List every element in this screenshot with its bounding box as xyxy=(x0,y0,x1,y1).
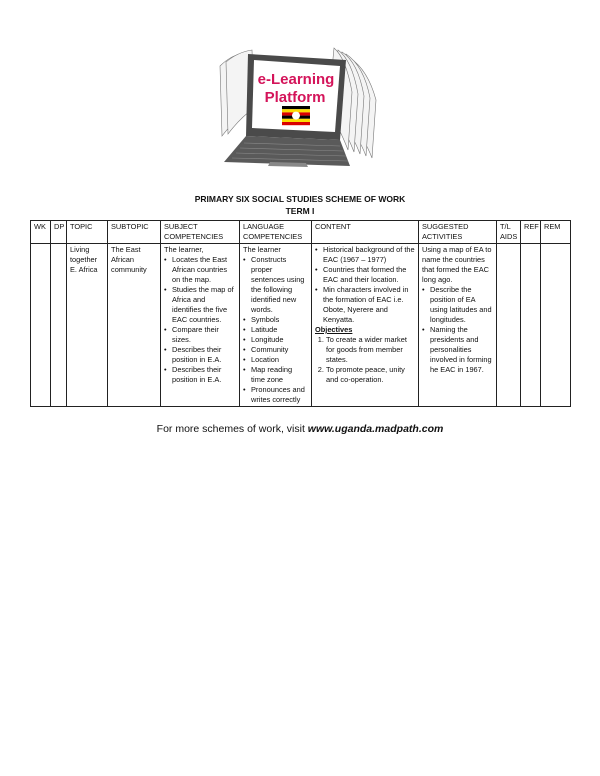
footer-note xyxy=(0,423,600,435)
activities-intro: Using a map of EA to name the countries that formed the EAC long ago. xyxy=(422,245,492,284)
cell-wk xyxy=(31,244,51,407)
header-dp: DP xyxy=(51,221,67,244)
cell-dp xyxy=(51,244,67,407)
header-language-competencies: LANGUAGE COMPETENCIES xyxy=(240,221,312,244)
list-item: • Map reading time zone xyxy=(251,365,308,385)
cell-subject-competencies xyxy=(161,244,240,407)
list-item: • Symbols xyxy=(251,315,308,325)
list-item: • Longitude xyxy=(251,335,308,345)
logo-line1: e-Learning xyxy=(257,71,335,88)
header-subtopic: SUBTOPIC xyxy=(108,221,161,244)
content-list xyxy=(315,245,415,325)
footer-link[interactable]: www.uganda.madpath.com xyxy=(307,423,444,435)
subject-list xyxy=(164,255,236,385)
cell-topic: Living together E. Africa xyxy=(67,244,108,407)
list-item: • Describes their position in E.A. xyxy=(172,365,236,385)
document-title: PRIMARY SIX SOCIAL STUDIES SCHEME OF WORK xyxy=(194,194,406,204)
cell-rem xyxy=(541,244,571,407)
list-item: • Locates the East African countries on the map. xyxy=(172,255,236,285)
list-item: • Countries that formed the EAC and their location. xyxy=(323,265,415,285)
cell-tl-aids xyxy=(497,244,521,407)
objectives-heading: Objectives xyxy=(315,325,353,334)
language-list xyxy=(243,255,308,405)
list-item: • Constructs proper sentences using the following identified new words. xyxy=(251,255,308,315)
list-item: • Naming the presidents and personalities involved in forming he EAC in 1967. xyxy=(430,325,493,375)
language-intro: The learner xyxy=(243,245,281,254)
e-learning-platform-logo xyxy=(200,40,390,175)
header-ref: REF xyxy=(521,221,541,244)
list-item: • Historical background of the EAC (1967 – 1977) xyxy=(323,245,415,265)
list-item: • Compare their sizes. xyxy=(172,325,236,345)
header-wk: WK xyxy=(31,221,51,244)
subject-intro: The learner, xyxy=(164,245,204,254)
list-item: • Location xyxy=(251,355,308,365)
table-row xyxy=(31,244,571,407)
term-label: TERM I xyxy=(285,206,315,216)
list-item: • Pronounces and writes correctly xyxy=(251,385,308,405)
header-subject-competencies: SUBJECT COMPETENCIES xyxy=(161,221,240,244)
list-item: • Studies the map of Africa and identifies the five EAC countries. xyxy=(172,285,236,325)
list-item: • Latitude xyxy=(251,325,308,335)
objectives-list xyxy=(315,335,415,385)
scheme-of-work-table xyxy=(30,220,571,407)
cell-language-competencies xyxy=(240,244,312,407)
uganda-flag-icon xyxy=(282,106,310,125)
table-header-row xyxy=(31,221,571,244)
list-item: • Min characters involved in the formation of EAC i.e. Obote, Nyerere and Kenyatta. xyxy=(323,285,415,325)
logo-line2: Platform xyxy=(264,89,326,106)
header-rem: REM xyxy=(541,221,571,244)
header-topic: TOPIC xyxy=(67,221,108,244)
cell-ref xyxy=(521,244,541,407)
header-suggested-activities: SUGGESTED ACTIVITIES xyxy=(419,221,497,244)
cell-suggested-activities xyxy=(419,244,497,407)
list-item: • Community xyxy=(251,345,308,355)
header-tl-aids: T/L AIDS xyxy=(497,221,521,244)
laptop-keyboard-icon xyxy=(224,136,350,166)
activities-list xyxy=(422,285,493,375)
header-content: CONTENT xyxy=(312,221,419,244)
footer-text: For more schemes of work, visit xyxy=(156,423,308,435)
list-item: • Describe the position of EA using latitudes and longitudes. xyxy=(430,285,493,325)
list-item: 2. To promote peace, unity and co-operation. xyxy=(326,365,415,385)
list-item: • Describes their position in E.A. xyxy=(172,345,236,365)
cell-subtopic: The East African community xyxy=(108,244,161,407)
cell-content xyxy=(312,244,419,407)
list-item: 1. To create a wider market for goods from member states. xyxy=(326,335,415,365)
